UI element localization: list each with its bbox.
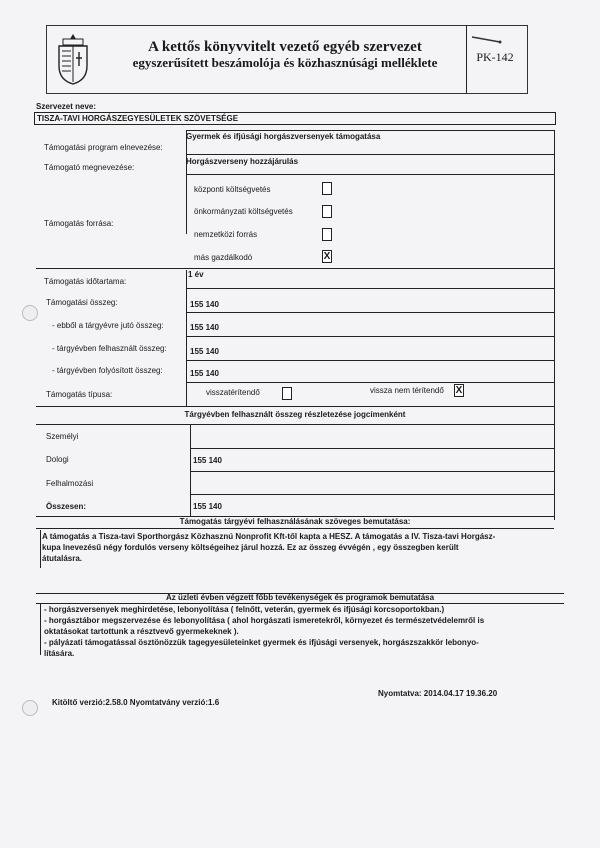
source-central-label: központi költségvetés [194, 185, 271, 194]
supporter-value: Horgászverseny hozzájárulás [186, 157, 299, 166]
breakdown-total-value: 155 140 [193, 502, 222, 511]
type-refundable-label: visszatérítendő [206, 388, 260, 397]
used-label: - tárgyévben felhasznált összeg: [52, 344, 167, 353]
year-share-value: 155 140 [190, 323, 219, 332]
paid-label: - tárgyévben folyósított összeg: [52, 366, 163, 375]
source-other-checkbox[interactable]: X [323, 251, 331, 262]
usage-title: Támogatás tárgyévi felhasználásának szöveges bemutatása: [179, 517, 411, 526]
activities-line: - horgásztábor megszervezése és lebonyolítása ( ahol horgászati ismeretekről, környezet és természetvédelemről is [44, 616, 485, 625]
breakdown-total-label: Összesen: [46, 502, 87, 511]
supporter-label: Támogató megnevezése: [44, 163, 135, 172]
breakdown-title: Tárgyévben felhasznált összeg részletezése jogcímenként [184, 410, 406, 419]
type-nonrefundable-checkbox[interactable]: X [455, 385, 463, 396]
coat-of-arms-icon [53, 32, 93, 87]
type-nonrefundable-label: vissza nem térítendő [370, 386, 444, 395]
breakdown-capital-label: Felhalmozási [46, 479, 94, 488]
source-central-checkbox[interactable] [322, 182, 332, 195]
amount-label: Támogatási összeg: [46, 298, 118, 307]
punch-hole [22, 305, 38, 321]
activities-line: - horgászversenyek meghirdetése, lebonyolítása ( felnőtt, veterán, gyermek és ifjúsági korcsoportokban.) [44, 605, 445, 614]
org-name: TISZA-TAVI HORGÁSZEGYESÜLETEK SZÖVETSÉGE [37, 114, 239, 123]
source-municipal-checkbox[interactable] [322, 205, 332, 218]
form-title-line2: egyszerűsített beszámolója és közhasznúsági melléklete [132, 55, 438, 70]
paid-value: 155 140 [190, 369, 219, 378]
activities-line: lítására. [44, 649, 75, 658]
usage-line: A támogatás a Tisza-tavi Sporthorgász Közhasznú Nonprofit Kft-től kapta a HESZ. A támogatás a IV. Tisza-tavi Horgász- [42, 532, 496, 541]
program-value: Gyermek és ifjúsági horgászversenyek támogatása [186, 132, 381, 141]
used-value: 155 140 [190, 347, 219, 356]
form-title [110, 40, 460, 70]
duration-value: 1 év [188, 270, 204, 279]
source-international-label: nemzetközi forrás [194, 230, 258, 239]
breakdown-personal-label: Személyi [46, 432, 79, 441]
duration-label: Támogatás időtartama: [44, 277, 127, 286]
activities-title: Az üzleti évben végzett főbb tevékenységek és programok bemutatása [165, 593, 435, 602]
usage-text [42, 531, 572, 564]
form-code: PK-142 [476, 50, 514, 64]
type-refundable-checkbox[interactable] [282, 387, 292, 400]
source-international-checkbox[interactable] [322, 228, 332, 241]
source-label: Támogatás forrása: [44, 219, 114, 228]
amount-value: 155 140 [190, 300, 219, 309]
activities-text [44, 604, 564, 659]
breakdown-material-value: 155 140 [193, 456, 222, 465]
pen-mark-icon [470, 34, 504, 46]
footer-version: Kitöltő verzió:2.58.0 Nyomtatvány verzió:1.6 [52, 698, 220, 707]
activities-line: oktatásokat tartottunk a résztvevő gyermekeknek ). [44, 627, 239, 636]
activities-line: - pályázati támogatással ösztönözzük tagegyesületeinket gyermek és ifjúsági versenyek, horgászszakkör lebonyo- [44, 638, 479, 647]
punch-hole [22, 700, 38, 716]
type-label: Támogatás típusa: [46, 390, 113, 399]
usage-line: átutalásra. [42, 554, 83, 563]
breakdown-material-label: Dologi [46, 455, 69, 464]
org-label: Szervezet neve: [36, 102, 97, 111]
footer-printed: Nyomtatva: 2014.04.17 19.36.20 [378, 689, 498, 698]
program-label: Támogatási program elnevezése: [44, 143, 163, 152]
usage-line: kupa lnevezésű négy fordulós verseny költségeihez járul hozzá. Ez az összeg évvégén , egy összegben került [42, 543, 459, 552]
source-other-label: más gazdálkodó [194, 253, 253, 262]
source-municipal-label: önkormányzati költségvetés [194, 207, 293, 216]
form-title-line1: A kettős könyvvitelt vezető egyéb szervezet [148, 39, 422, 55]
year-share-label: - ebből a tárgyévre jutó összeg: [52, 321, 164, 330]
